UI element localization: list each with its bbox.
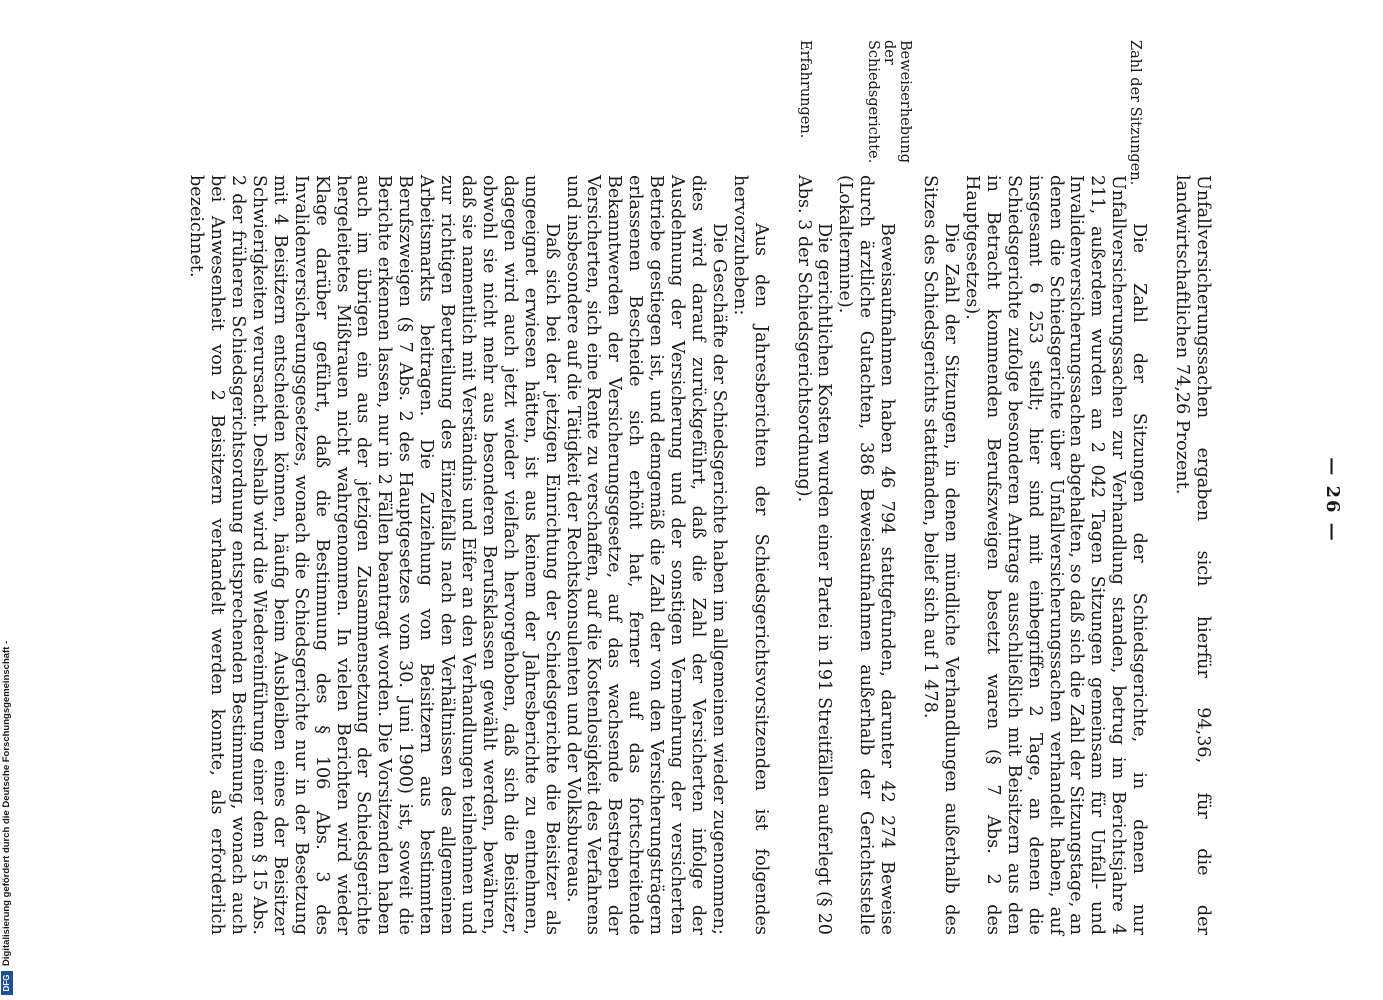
margin-note-evidence: Beweiserhebung der Schiedsgerichte. <box>865 40 913 164</box>
dfg-logo: DFG <box>1 971 13 995</box>
paragraph-caseload: Die Geschäfte der Schiedsgerichte haben im allgemeinen wieder zugenommen; dies wird darauf zurückgeführt, daß die Zahl der Versicherten infolge der Ausdehnung der Versicherung und der sonstigen Vermehrung der versicherten Betriebe gestiegen ist, und demgemäß die Zahl der von den Versicherungsträgern erlassenen Bescheide sich erhöht hat, ferner auf das fortschreitende Bekanntwerden der Versicherungsgesetze, auf das wachsende Bestreben der Versicherten, sich eine Rente zu verschaffen, auf die Kostenlosigkeit des Verfahrens und insbesondere auf die Tätigkeit der Rechtskonsulenten und der Volksbureaus. <box>562 175 729 935</box>
page-number: — 26 — <box>1322 457 1343 543</box>
paragraph-evidence: Beweisaufnahmen haben 46 794 stattgefunden, darunter 42 274 Beweise durch ärztliche Gutachten, 386 Beweisaufnahmen außerhalb der Gerichtsstelle (Lokaltermine). <box>835 175 898 935</box>
margin-note-sessions: Zahl der Sitzungen. <box>1127 40 1143 186</box>
footer-credit <box>0 0 14 1000</box>
margin-note-experiences: Erfahrungen. <box>797 40 813 139</box>
body-text <box>185 175 1213 935</box>
paragraph-costs: Die gerichtlichen Kosten wurden einer Partei in 191 Streitfällen auferlegt (§ 20 Abs. 3 der Schiedsgerichtsordnung). <box>793 175 835 935</box>
paragraph-external-sessions: Die Zahl der Sitzungen, in denen mündliche Verhandlungen außerhalb des Sitzes des Schiedsgerichts stattfanden, belief sich auf 1 478. <box>920 175 962 935</box>
paragraph-intro: Unfallversicherungssachen ergaben sich hierfür 94,36, für die der landwirtschaftlichen 74,26 Prozent. <box>1172 175 1213 935</box>
section-heading: Aus den Jahresberichten der Schiedsgerichtsvorsitzenden ist folgendes hervorzuheben: <box>729 175 771 935</box>
credit-rotator <box>0 0 14 1000</box>
credit-text: Digitalisierung gefördert durch die Deutsche Forschungsgemeinschaft - <box>1 640 12 966</box>
paragraph-assessors: Daß sich bei der jetzigen Einrichtung der Schiedsgerichte die Beisitzer als ungeeignet erwiesen hätten, ist aus keinem der Jahresberichte zu entnehmen, dagegen wird auch jetzt wieder vielfach hervorgehoben, daß sich die Beisitzer, obwohl sie nicht mehr aus besonderen Berufsklassen gewählt werden, bewähren, daß sie namentlich mit Verständnis und Eifer an den Verhandlungen teilnehmen und zur richtigen Beurteilung des Einzelfalls nach den Verhältnissen des allgemeinen Arbeitsmarkts beitragen. Die Zuziehung von Beisitzern aus bestimmten Berufszweigen (§ 7 Abs. 2 des Hauptgesetzes vom 30. Juni 1900) ist, soweit die Berichte erkennen lassen, nur in 2 Fällen beantragt worden. Die Vorsitzenden haben auch im übrigen ein aus der jetzigen Zusammensetzung der Schiedsgerichte hergeleitetes Mißtrauen nicht wahrgenommen. In vielen Berichten wird wieder Klage darüber geführt, daß die Bestimmung des § 106 Abs. 3 des Invalidenversicherungsgesetzes, wonach die Schiedsgerichte nur in der Besetzung mit 4 Beisitzern entscheiden können, häufig beim Ausbleiben eines der Beisitzer Schwierigkeiten verursacht. Deshalb wird die Wiedereinführung einer dem § 15 Abs. 2 der früheren Schiedsgerichtsordnung entsprechenden Bestimmung, wonach auch bei Anwesenheit von 2 Beisitzern verhandelt werden konnte, als erforderlich bezeichnet. <box>186 175 562 935</box>
paragraph-sessions: Die Zahl der Sitzungen der Schiedsgerichte, in denen nur Unfallversicherungssachen zur Verhandlung standen, betrug im Berichtsjahre 4 211, außerdem wurden an 2 042 Tagen Sitzungen gemeinsam für Unfall- und Invalidenversicherungssachen abgehalten, so daß sich die Zahl der Sitzungstage, an denen die Schiedsgerichte über Unfallversicherungssachen verhandelt haben, auf insgesamt 6 253 stellt; hier sind mit einbegriffen 2 Tage, an denen die Schiedsgerichte zufolge besonderen Antrags ausschließlich mit Beisitzern aus den in Betracht kommenden Berufszweigen besetzt waren (§ 7 Abs. 2 des Hauptgesetzes). <box>961 175 1150 935</box>
